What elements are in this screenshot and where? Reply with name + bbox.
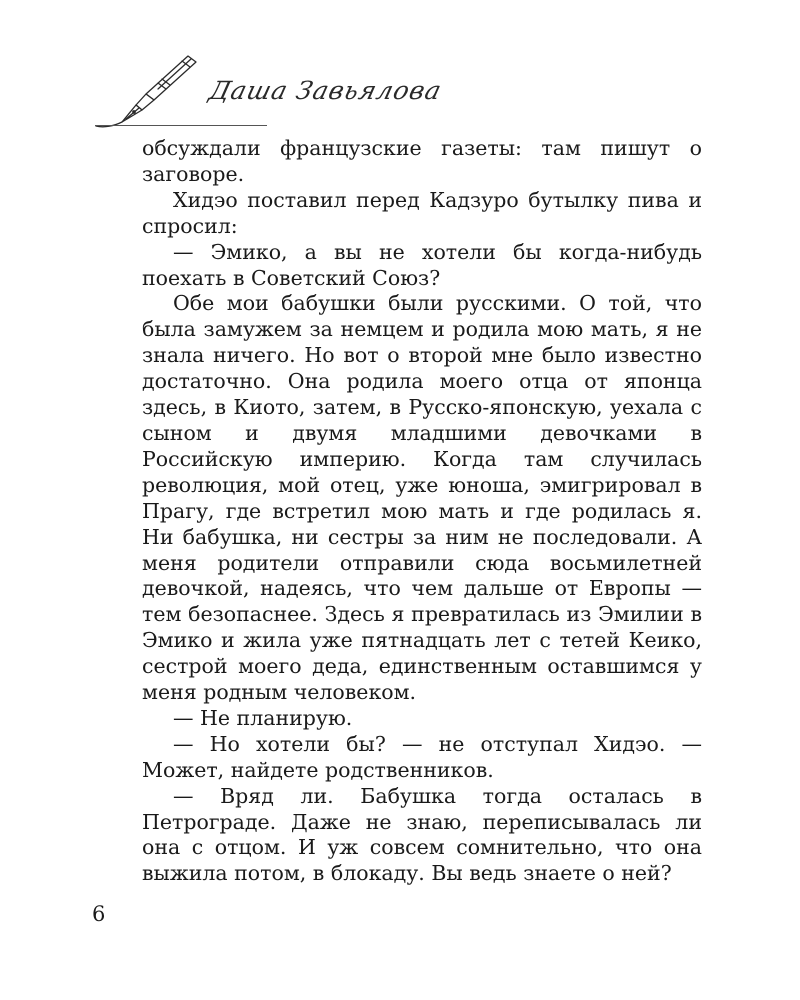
body-text	[142, 136, 702, 887]
paragraph: обсуждали французские газеты: там пишут о заговоре.	[142, 136, 702, 186]
paragraph: — Но хотели бы? — не отступал Хидэо. — Может, найдете родственников.	[142, 731, 702, 782]
paragraph: — Не планирую.	[173, 705, 353, 730]
running-header	[0, 0, 800, 135]
header-rule	[95, 125, 267, 126]
paragraph: — Эмико, а вы не хотели бы когда-нибудь поехать в Советский Союз?	[142, 239, 702, 290]
fountain-pen-icon	[92, 52, 202, 132]
paragraph: — Вряд ли. Бабушка тогда осталась в Петрограде. Даже не знаю, переписывалась ли она с отцом. И уж совсем сомнительно, что она выжила потом, в блокаду. Вы ведь знаете о ней?	[142, 783, 702, 886]
author-name: Даша Завьялова	[206, 76, 446, 105]
page-number: 6	[92, 902, 106, 926]
paragraph: Хидэо поставил перед Кадзуро бутылку пива и спросил:	[142, 187, 702, 238]
paragraph: Обе мои бабушки были русскими. О той, что была замужем за немцем и родила мою мать, я не знала ничего. Но вот о второй мне было известно достаточно. Она родила моего отца от японца здесь, в Киото, затем, в Русско-японскую, уехала с сыном и двумя младшими девочками в Российскую империю. Когда там случилась революция, мой отец, уже юноша, эмигрировал в Прагу, где встретил мою мать и где родилась я. Ни бабушка, ни сестры за ним не последовали. А меня родители отправили сюда восьмилетней девочкой, надеясь, что чем дальше от Европы — тем безопаснее. Здесь я превратилась из Эмилии в Эмико и жила уже пятнадцать лет с тетей Кеико, сестрой моего деда, единственным оставшимся у меня родным человеком.	[142, 291, 702, 705]
